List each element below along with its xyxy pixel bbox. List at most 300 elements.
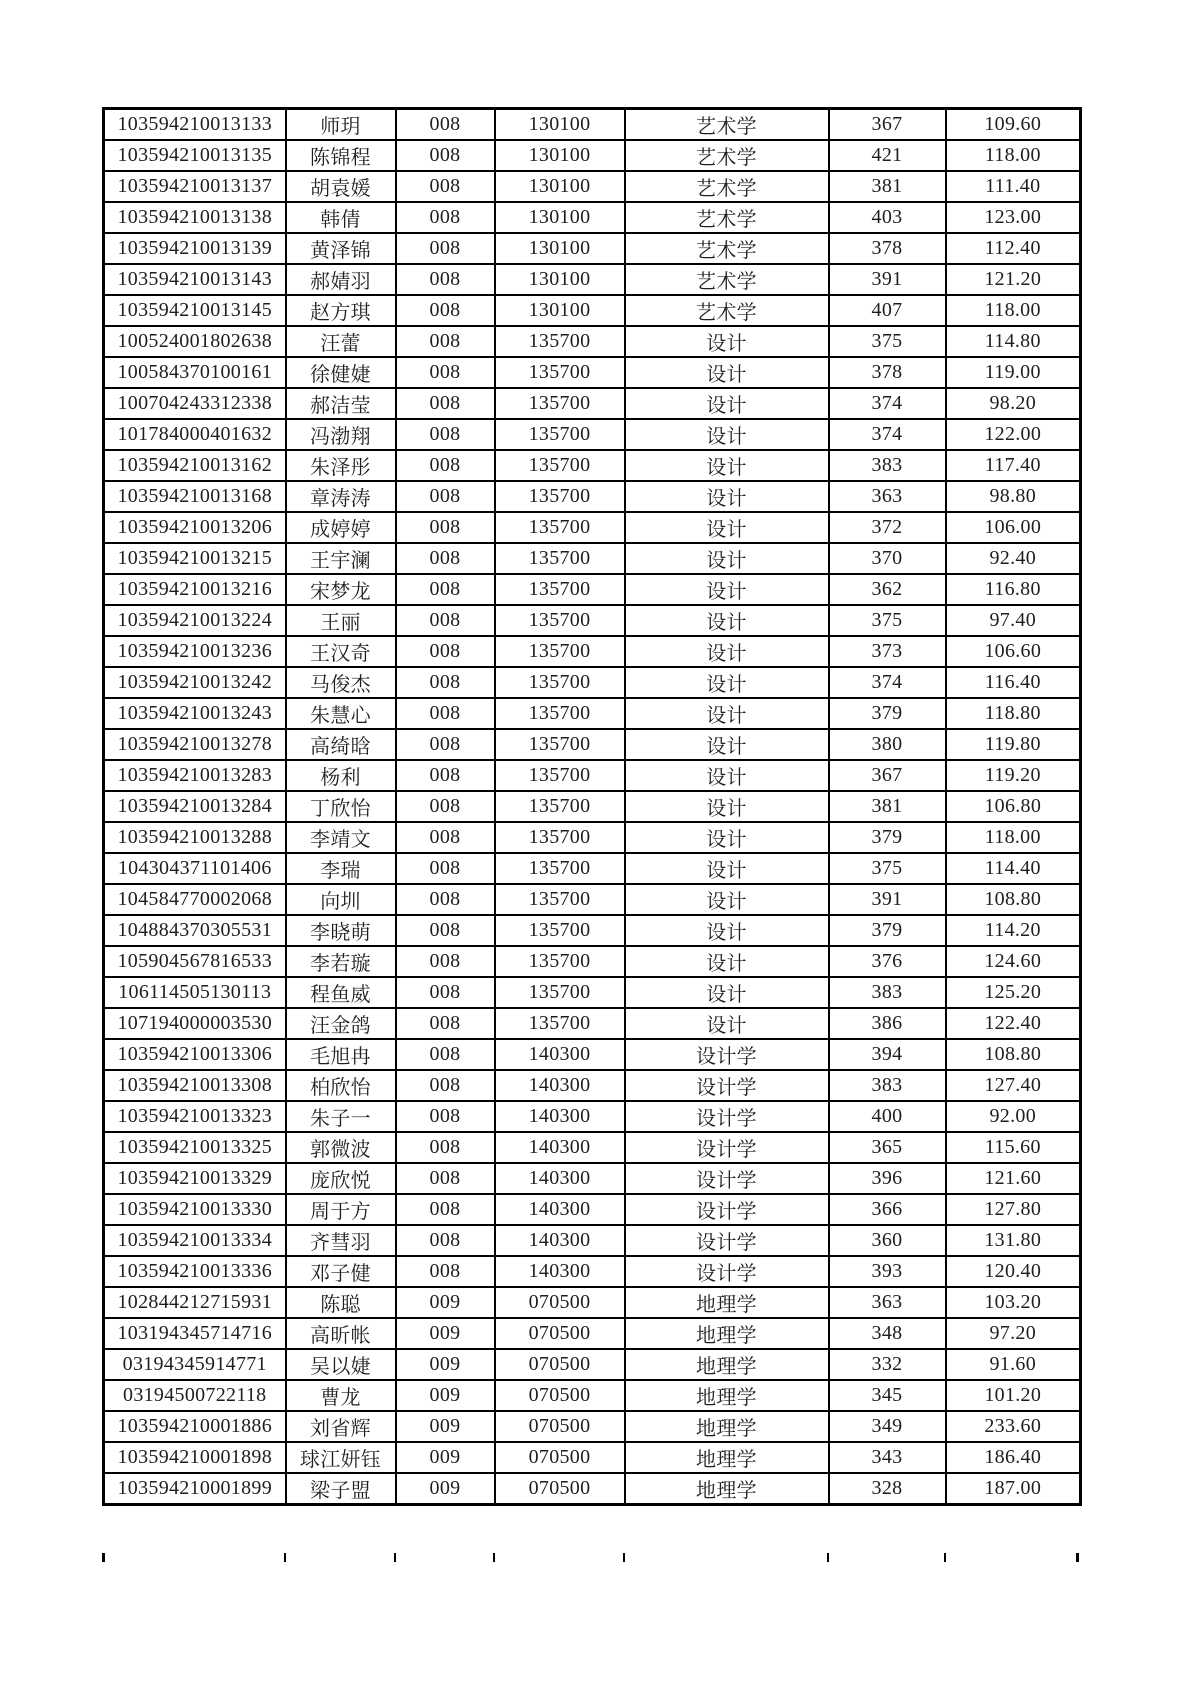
table-cell: 朱慧心 bbox=[286, 698, 396, 729]
table-row bbox=[104, 1070, 1081, 1101]
table-cell: 135700 bbox=[495, 512, 625, 543]
table-cell: 008 bbox=[396, 1256, 495, 1287]
table-cell: 设计 bbox=[625, 915, 829, 946]
table-cell: 103594210013137 bbox=[104, 171, 286, 202]
table-cell: 王宇澜 bbox=[286, 543, 396, 574]
table-cell: 艺术学 bbox=[625, 171, 829, 202]
table-row bbox=[104, 419, 1081, 450]
table-cell: 381 bbox=[829, 791, 946, 822]
table-cell: 348 bbox=[829, 1318, 946, 1349]
table-cell: 407 bbox=[829, 295, 946, 326]
table-cell: 艺术学 bbox=[625, 264, 829, 295]
table-cell: 设计学 bbox=[625, 1101, 829, 1132]
table-cell: 008 bbox=[396, 388, 495, 419]
table-cell: 345 bbox=[829, 1380, 946, 1411]
table-row bbox=[104, 295, 1081, 326]
table-cell: 233.60 bbox=[946, 1411, 1081, 1442]
table-cell: 汪蕾 bbox=[286, 326, 396, 357]
table-row bbox=[104, 574, 1081, 605]
table-cell: 391 bbox=[829, 884, 946, 915]
table-cell: 104884370305531 bbox=[104, 915, 286, 946]
table-row bbox=[104, 977, 1081, 1008]
table-cell: 115.60 bbox=[946, 1132, 1081, 1163]
table-cell: 122.00 bbox=[946, 419, 1081, 450]
table-cell: 丁欣怡 bbox=[286, 791, 396, 822]
table-cell: 119.00 bbox=[946, 357, 1081, 388]
table-row bbox=[104, 1163, 1081, 1194]
table-cell: 地理学 bbox=[625, 1318, 829, 1349]
table-cell: 106.00 bbox=[946, 512, 1081, 543]
table-cell: 332 bbox=[829, 1349, 946, 1380]
table-cell: 349 bbox=[829, 1411, 946, 1442]
table-cell: 008 bbox=[396, 357, 495, 388]
table-cell: 艺术学 bbox=[625, 109, 829, 141]
table-cell: 103594210013145 bbox=[104, 295, 286, 326]
table-cell: 372 bbox=[829, 512, 946, 543]
table-cell: 379 bbox=[829, 822, 946, 853]
table-cell: 114.40 bbox=[946, 853, 1081, 884]
table-cell: 韩倩 bbox=[286, 202, 396, 233]
table-cell: 008 bbox=[396, 481, 495, 512]
table-cell: 008 bbox=[396, 295, 495, 326]
table-cell: 107194000003530 bbox=[104, 1008, 286, 1039]
table-cell: 008 bbox=[396, 1132, 495, 1163]
table-row bbox=[104, 171, 1081, 202]
table-cell: 李若璇 bbox=[286, 946, 396, 977]
table-cell: 设计学 bbox=[625, 1039, 829, 1070]
table-cell: 381 bbox=[829, 171, 946, 202]
table-cell: 102844212715931 bbox=[104, 1287, 286, 1318]
table-cell: 116.80 bbox=[946, 574, 1081, 605]
table-cell: 章涛涛 bbox=[286, 481, 396, 512]
table-cell: 103594210013284 bbox=[104, 791, 286, 822]
table-cell: 135700 bbox=[495, 977, 625, 1008]
table-cell: 高绮晗 bbox=[286, 729, 396, 760]
table-cell: 135700 bbox=[495, 667, 625, 698]
table-cell: 李靖文 bbox=[286, 822, 396, 853]
table-cell: 117.40 bbox=[946, 450, 1081, 481]
table-cell: 03194345914771 bbox=[104, 1349, 286, 1380]
table-cell: 131.80 bbox=[946, 1225, 1081, 1256]
table-cell: 140300 bbox=[495, 1256, 625, 1287]
table-row bbox=[104, 388, 1081, 419]
table-cell: 367 bbox=[829, 109, 946, 141]
table-row bbox=[104, 1132, 1081, 1163]
table-cell: 103594210013330 bbox=[104, 1194, 286, 1225]
table-cell: 135700 bbox=[495, 481, 625, 512]
table-cell: 王丽 bbox=[286, 605, 396, 636]
table-cell: 郝洁莹 bbox=[286, 388, 396, 419]
table-cell: 140300 bbox=[495, 1163, 625, 1194]
table-cell: 设计 bbox=[625, 667, 829, 698]
table-cell: 008 bbox=[396, 791, 495, 822]
table-cell: 118.00 bbox=[946, 140, 1081, 171]
table-row bbox=[104, 1008, 1081, 1039]
table-row bbox=[104, 202, 1081, 233]
table-row bbox=[104, 853, 1081, 884]
table-cell: 009 bbox=[396, 1349, 495, 1380]
table-cell: 008 bbox=[396, 264, 495, 295]
table-cell: 008 bbox=[396, 1039, 495, 1070]
table-cell: 刘省辉 bbox=[286, 1411, 396, 1442]
table-cell: 设计学 bbox=[625, 1163, 829, 1194]
table-cell: 009 bbox=[396, 1473, 495, 1505]
table-cell: 366 bbox=[829, 1194, 946, 1225]
table-row bbox=[104, 791, 1081, 822]
table-cell: 设计 bbox=[625, 605, 829, 636]
table-cell: 008 bbox=[396, 233, 495, 264]
table-cell: 100704243312338 bbox=[104, 388, 286, 419]
table-row bbox=[104, 140, 1081, 171]
table-cell: 140300 bbox=[495, 1070, 625, 1101]
table-cell: 103594210013336 bbox=[104, 1256, 286, 1287]
table-cell: 122.40 bbox=[946, 1008, 1081, 1039]
table-row bbox=[104, 357, 1081, 388]
table-cell: 103594210013278 bbox=[104, 729, 286, 760]
table-row bbox=[104, 667, 1081, 698]
table-row bbox=[104, 1101, 1081, 1132]
table-cell: 103594210001886 bbox=[104, 1411, 286, 1442]
table-cell: 98.80 bbox=[946, 481, 1081, 512]
table-cell: 379 bbox=[829, 698, 946, 729]
table-cell: 116.40 bbox=[946, 667, 1081, 698]
table-cell: 杨利 bbox=[286, 760, 396, 791]
table-cell: 郭微波 bbox=[286, 1132, 396, 1163]
table-cell: 119.80 bbox=[946, 729, 1081, 760]
table-cell: 艺术学 bbox=[625, 202, 829, 233]
table-row bbox=[104, 1442, 1081, 1473]
table-cell: 375 bbox=[829, 605, 946, 636]
table-cell: 140300 bbox=[495, 1225, 625, 1256]
table-cell: 135700 bbox=[495, 884, 625, 915]
table-cell: 103594210013308 bbox=[104, 1070, 286, 1101]
table-cell: 008 bbox=[396, 450, 495, 481]
table-row bbox=[104, 946, 1081, 977]
table-cell: 103594210013143 bbox=[104, 264, 286, 295]
table-cell: 375 bbox=[829, 326, 946, 357]
table-cell: 135700 bbox=[495, 1008, 625, 1039]
table-cell: 140300 bbox=[495, 1101, 625, 1132]
table-cell: 设计 bbox=[625, 388, 829, 419]
table-cell: 421 bbox=[829, 140, 946, 171]
table-cell: 363 bbox=[829, 481, 946, 512]
table-cell: 103594210013139 bbox=[104, 233, 286, 264]
table-cell: 103594210013334 bbox=[104, 1225, 286, 1256]
table-cell: 设计 bbox=[625, 450, 829, 481]
table-cell: 100524001802638 bbox=[104, 326, 286, 357]
table-cell: 周于方 bbox=[286, 1194, 396, 1225]
table-cell: 师玥 bbox=[286, 109, 396, 141]
table-cell: 成婷婷 bbox=[286, 512, 396, 543]
table-cell: 吴以婕 bbox=[286, 1349, 396, 1380]
table-cell: 121.60 bbox=[946, 1163, 1081, 1194]
table-cell: 343 bbox=[829, 1442, 946, 1473]
table-cell: 365 bbox=[829, 1132, 946, 1163]
table-row bbox=[104, 1318, 1081, 1349]
table-cell: 王汉奇 bbox=[286, 636, 396, 667]
table-cell: 114.80 bbox=[946, 326, 1081, 357]
table-cell: 140300 bbox=[495, 1132, 625, 1163]
table-cell: 程鱼威 bbox=[286, 977, 396, 1008]
table-cell: 114.20 bbox=[946, 915, 1081, 946]
table-cell: 135700 bbox=[495, 791, 625, 822]
table-cell: 100584370100161 bbox=[104, 357, 286, 388]
table-cell: 378 bbox=[829, 233, 946, 264]
table-cell: 冯渤翔 bbox=[286, 419, 396, 450]
table-cell: 汪金鸽 bbox=[286, 1008, 396, 1039]
table-cell: 008 bbox=[396, 698, 495, 729]
table-cell: 设计 bbox=[625, 357, 829, 388]
table-cell: 008 bbox=[396, 202, 495, 233]
table-cell: 009 bbox=[396, 1287, 495, 1318]
table-cell: 设计 bbox=[625, 419, 829, 450]
table-cell: 112.40 bbox=[946, 233, 1081, 264]
table-cell: 101.20 bbox=[946, 1380, 1081, 1411]
table-cell: 008 bbox=[396, 946, 495, 977]
table-row bbox=[104, 760, 1081, 791]
table-row bbox=[104, 1380, 1081, 1411]
table-cell: 地理学 bbox=[625, 1473, 829, 1505]
table-cell: 106.80 bbox=[946, 791, 1081, 822]
table-cell: 103594210013216 bbox=[104, 574, 286, 605]
table-cell: 陈聪 bbox=[286, 1287, 396, 1318]
table-cell: 135700 bbox=[495, 450, 625, 481]
table-row bbox=[104, 1039, 1081, 1070]
table-cell: 008 bbox=[396, 1008, 495, 1039]
table-cell: 008 bbox=[396, 667, 495, 698]
table-cell: 庞欣悦 bbox=[286, 1163, 396, 1194]
table-cell: 设计 bbox=[625, 326, 829, 357]
table-cell: 135700 bbox=[495, 822, 625, 853]
table-cell: 103.20 bbox=[946, 1287, 1081, 1318]
table-cell: 103594210013325 bbox=[104, 1132, 286, 1163]
table-cell: 艺术学 bbox=[625, 295, 829, 326]
table-cell: 008 bbox=[396, 605, 495, 636]
table-cell: 135700 bbox=[495, 388, 625, 419]
table-cell: 设计学 bbox=[625, 1225, 829, 1256]
table-cell: 187.00 bbox=[946, 1473, 1081, 1505]
table-cell: 373 bbox=[829, 636, 946, 667]
table-cell: 设计 bbox=[625, 512, 829, 543]
table-row bbox=[104, 698, 1081, 729]
table-row bbox=[104, 481, 1081, 512]
table-cell: 127.80 bbox=[946, 1194, 1081, 1225]
table-cell: 379 bbox=[829, 915, 946, 946]
table-cell: 103594210013236 bbox=[104, 636, 286, 667]
table-cell: 008 bbox=[396, 543, 495, 574]
table-cell: 008 bbox=[396, 574, 495, 605]
table-cell: 376 bbox=[829, 946, 946, 977]
table-cell: 135700 bbox=[495, 419, 625, 450]
table-cell: 403 bbox=[829, 202, 946, 233]
table-cell: 130100 bbox=[495, 295, 625, 326]
table-cell: 103194345714716 bbox=[104, 1318, 286, 1349]
table-cell: 130100 bbox=[495, 140, 625, 171]
table-cell: 设计 bbox=[625, 853, 829, 884]
table-row bbox=[104, 729, 1081, 760]
table-cell: 设计 bbox=[625, 791, 829, 822]
table-cell: 胡袁媛 bbox=[286, 171, 396, 202]
table-cell: 328 bbox=[829, 1473, 946, 1505]
table-cell: 378 bbox=[829, 357, 946, 388]
table-cell: 374 bbox=[829, 419, 946, 450]
table-cell: 设计 bbox=[625, 1008, 829, 1039]
table-cell: 070500 bbox=[495, 1380, 625, 1411]
table-cell: 070500 bbox=[495, 1318, 625, 1349]
table-cell: 186.40 bbox=[946, 1442, 1081, 1473]
next-row-cutoff-borders bbox=[102, 1553, 1079, 1562]
table-cell: 97.40 bbox=[946, 605, 1081, 636]
table-cell: 386 bbox=[829, 1008, 946, 1039]
table-cell: 设计 bbox=[625, 884, 829, 915]
table-cell: 135700 bbox=[495, 760, 625, 791]
table-cell: 130100 bbox=[495, 264, 625, 295]
table-cell: 127.40 bbox=[946, 1070, 1081, 1101]
table-cell: 设计 bbox=[625, 574, 829, 605]
table-cell: 毛旭冉 bbox=[286, 1039, 396, 1070]
table-cell: 374 bbox=[829, 667, 946, 698]
table-cell: 008 bbox=[396, 729, 495, 760]
table-cell: 106114505130113 bbox=[104, 977, 286, 1008]
table-cell: 070500 bbox=[495, 1442, 625, 1473]
table-cell: 设计 bbox=[625, 977, 829, 1008]
table-body bbox=[104, 109, 1081, 1505]
table-cell: 设计 bbox=[625, 543, 829, 574]
table-cell: 103594210013288 bbox=[104, 822, 286, 853]
table-row bbox=[104, 109, 1081, 141]
table-row bbox=[104, 1225, 1081, 1256]
table-row bbox=[104, 1349, 1081, 1380]
table-cell: 92.00 bbox=[946, 1101, 1081, 1132]
table-cell: 070500 bbox=[495, 1473, 625, 1505]
table-cell: 地理学 bbox=[625, 1442, 829, 1473]
table-cell: 394 bbox=[829, 1039, 946, 1070]
table-cell: 120.40 bbox=[946, 1256, 1081, 1287]
table-cell: 391 bbox=[829, 264, 946, 295]
table-cell: 008 bbox=[396, 109, 495, 141]
table-cell: 009 bbox=[396, 1442, 495, 1473]
table-cell: 103594210013323 bbox=[104, 1101, 286, 1132]
table-cell: 艺术学 bbox=[625, 233, 829, 264]
admission-score-table bbox=[102, 107, 1082, 1506]
table-cell: 108.80 bbox=[946, 884, 1081, 915]
table-cell: 陈锦程 bbox=[286, 140, 396, 171]
table-cell: 130100 bbox=[495, 233, 625, 264]
table-cell: 设计学 bbox=[625, 1132, 829, 1163]
table-cell: 135700 bbox=[495, 853, 625, 884]
table-cell: 103594210013206 bbox=[104, 512, 286, 543]
table-cell: 109.60 bbox=[946, 109, 1081, 141]
table-cell: 梁子盟 bbox=[286, 1473, 396, 1505]
table-cell: 135700 bbox=[495, 326, 625, 357]
table-cell: 郝婧羽 bbox=[286, 264, 396, 295]
table-cell: 103594210013242 bbox=[104, 667, 286, 698]
table-cell: 98.20 bbox=[946, 388, 1081, 419]
table-cell: 91.60 bbox=[946, 1349, 1081, 1380]
table-cell: 135700 bbox=[495, 357, 625, 388]
table-cell: 140300 bbox=[495, 1039, 625, 1070]
table-cell: 370 bbox=[829, 543, 946, 574]
table-cell: 383 bbox=[829, 1070, 946, 1101]
table-cell: 104584770002068 bbox=[104, 884, 286, 915]
table-row bbox=[104, 326, 1081, 357]
table-row bbox=[104, 543, 1081, 574]
table-cell: 009 bbox=[396, 1411, 495, 1442]
table-cell: 李晓萌 bbox=[286, 915, 396, 946]
table-cell: 123.00 bbox=[946, 202, 1081, 233]
table-cell: 设计 bbox=[625, 729, 829, 760]
table-cell: 103594210013224 bbox=[104, 605, 286, 636]
table-cell: 383 bbox=[829, 450, 946, 481]
table-cell: 103594210013215 bbox=[104, 543, 286, 574]
table-row bbox=[104, 1256, 1081, 1287]
table-cell: 92.40 bbox=[946, 543, 1081, 574]
table-cell: 柏欣怡 bbox=[286, 1070, 396, 1101]
table-row bbox=[104, 233, 1081, 264]
table-cell: 008 bbox=[396, 760, 495, 791]
table-cell: 008 bbox=[396, 140, 495, 171]
table-cell: 设计 bbox=[625, 822, 829, 853]
table-cell: 124.60 bbox=[946, 946, 1081, 977]
table-cell: 008 bbox=[396, 171, 495, 202]
table-cell: 396 bbox=[829, 1163, 946, 1194]
table-cell: 地理学 bbox=[625, 1287, 829, 1318]
table-cell: 135700 bbox=[495, 729, 625, 760]
table-cell: 103594210013162 bbox=[104, 450, 286, 481]
table-cell: 130100 bbox=[495, 171, 625, 202]
table-cell: 设计 bbox=[625, 760, 829, 791]
table-cell: 135700 bbox=[495, 636, 625, 667]
table-row bbox=[104, 512, 1081, 543]
table-cell: 383 bbox=[829, 977, 946, 1008]
table-row bbox=[104, 1287, 1081, 1318]
table-cell: 135700 bbox=[495, 915, 625, 946]
table-cell: 103594210013135 bbox=[104, 140, 286, 171]
table-cell: 135700 bbox=[495, 605, 625, 636]
table-cell: 008 bbox=[396, 1225, 495, 1256]
table-cell: 101784000401632 bbox=[104, 419, 286, 450]
table-cell: 008 bbox=[396, 636, 495, 667]
table-cell: 地理学 bbox=[625, 1349, 829, 1380]
table-row bbox=[104, 264, 1081, 295]
table-cell: 008 bbox=[396, 1163, 495, 1194]
table-cell: 119.20 bbox=[946, 760, 1081, 791]
table-cell: 朱泽彤 bbox=[286, 450, 396, 481]
table-cell: 135700 bbox=[495, 698, 625, 729]
table-cell: 070500 bbox=[495, 1287, 625, 1318]
table-cell: 朱子一 bbox=[286, 1101, 396, 1132]
table-row bbox=[104, 1473, 1081, 1505]
table-cell: 向圳 bbox=[286, 884, 396, 915]
table-cell: 008 bbox=[396, 326, 495, 357]
table-cell: 008 bbox=[396, 884, 495, 915]
table-cell: 111.40 bbox=[946, 171, 1081, 202]
table-cell: 362 bbox=[829, 574, 946, 605]
table-cell: 008 bbox=[396, 512, 495, 543]
table-cell: 设计 bbox=[625, 946, 829, 977]
table-cell: 103594210001899 bbox=[104, 1473, 286, 1505]
table-cell: 118.80 bbox=[946, 698, 1081, 729]
table-cell: 曹龙 bbox=[286, 1380, 396, 1411]
table-cell: 地理学 bbox=[625, 1411, 829, 1442]
table-cell: 徐健婕 bbox=[286, 357, 396, 388]
table-cell: 135700 bbox=[495, 574, 625, 605]
table-cell: 008 bbox=[396, 915, 495, 946]
table-cell: 118.00 bbox=[946, 822, 1081, 853]
table-row bbox=[104, 915, 1081, 946]
table-cell: 070500 bbox=[495, 1349, 625, 1380]
table-cell: 103594210013168 bbox=[104, 481, 286, 512]
